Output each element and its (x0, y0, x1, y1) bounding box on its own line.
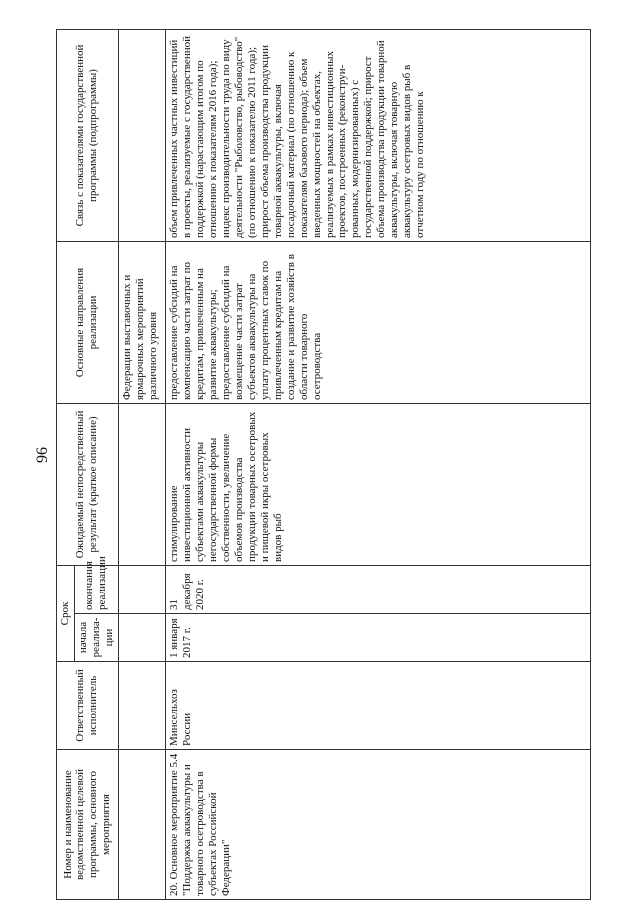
page-number: 96 (34, 447, 51, 463)
cell-prev-directions: Федерации выставочных и ярмарочных мероприятий различного уровня (118, 242, 165, 404)
header-link: Связь с показателями государственной программы (подпрограммы) (57, 30, 119, 242)
cell-start: 1 января 2017 г. (165, 614, 590, 662)
cell-result: стимулирование инвестиционной активности субъектами аквакультуры негосударственной формы собственности, увеличение объемов производства продукции товарных осетровых и пищевой икры осетровых видов рыб (165, 404, 590, 566)
header-result: Ожидаемый непосредственный результат (краткое описание) (57, 404, 119, 566)
header-directions: Основные направления реализации (57, 242, 119, 404)
cell-number-name: 20. Основное мероприятие 5.4 "Поддержка аквакультуры и товарного осетроводства в субъектах Российской Федерации" (165, 750, 590, 900)
rotated-table-container (56, 30, 616, 900)
table-row (165, 30, 590, 900)
header-term: Срок (57, 566, 75, 662)
header-end: окончания реализации (74, 566, 118, 614)
table-row-continuation (118, 30, 165, 900)
cell-link: объем привлеченных частных инвестиций в проекты, реализуемые с государственной поддержкой (нарастающим итогом по отношению к показателям 2016 года); индекс производительности труда по виду деятельности "Рыболовство, рыбоводство" (по отношению к показателю 2011 года); прирост объема производства продукции товарной аквакультуры, включая посадочный материал (по отношению к показателям базового периода); объем введенных мощностей на объектах, реализуемых в рамках инвестиционных проектов, построенных (реконструи-рованных, модернизированных) с государственной поддержкой; прирост объема производства продукции товарной аквакультуры, включая товарную аквакультуру осетровых видов рыб в отчетном году по отношению к (165, 30, 590, 242)
header-start: начала реализа-ции (74, 614, 118, 662)
cell-executor: Минсельхоз России (165, 662, 590, 750)
header-number-name: Номер и наименование ведомственной целевой программы, основного мероприятия (57, 750, 119, 900)
cell-end: 31 декабря 2020 г. (165, 566, 590, 614)
program-table (56, 29, 591, 900)
header-executor: Ответственный исполнитель (57, 662, 119, 750)
cell-directions: предоставление субсидий на компенсацию части затрат по кредитам, привлеченным на развитие аквакультуры; предоставление субсидий на возмещение части затрат субъектов аквакультуры на уплату процентных ставок по привлеченным кредитам на создание и развитие хозяйств в области товарного осетроводства (165, 242, 590, 404)
